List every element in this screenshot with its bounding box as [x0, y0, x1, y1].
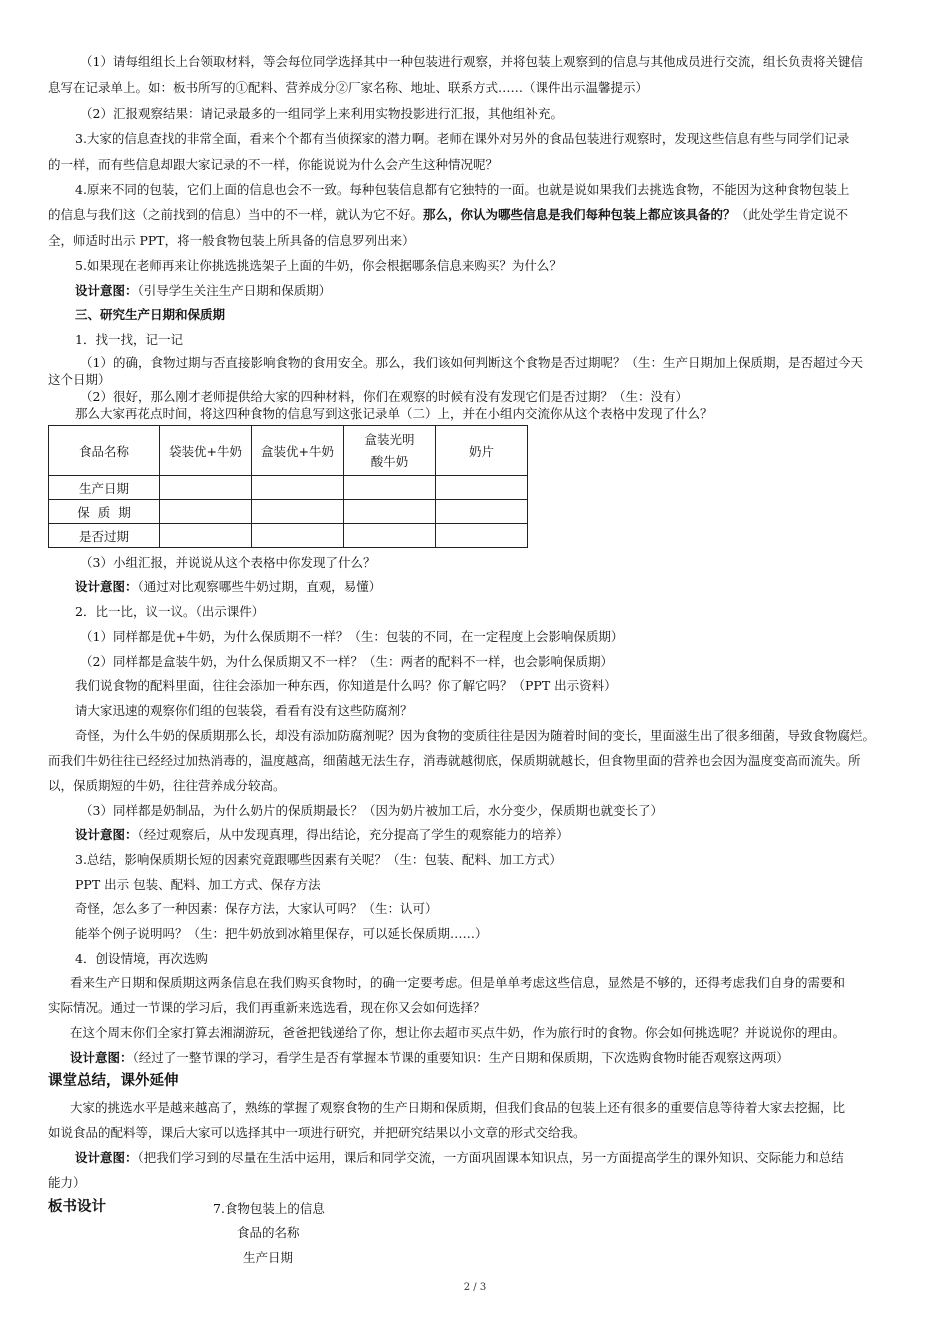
text-line: 能力） [48, 1175, 86, 1190]
table-header-cell: 食品名称 [49, 426, 160, 476]
text-line: 奇怪，怎么多了一种因素：保存方法，大家认可吗？（生：认可） [75, 901, 438, 916]
page-number: 2 / 3 [463, 1282, 487, 1293]
text-line: 全，师适时出示 PPT，将一般食物包装上所具备的信息罗列出来） [48, 233, 415, 248]
table-header-cell: 奶片 [436, 426, 528, 476]
text-line: 我们说食物的配料里面，往往会添加一种东西，你知道是什么吗？你了解它吗？（PPT 出示资料） [75, 678, 617, 693]
text-line: 1．找一找，记一记 [75, 332, 183, 347]
text-line: 奇怪，为什么牛奶的保质期那么长，却没有添加防腐剂呢？因为食物的变质往往是因为随着时间的变长，里面滋生出了很多细菌，导致食物腐烂。 [75, 728, 876, 743]
text-line: 4．创设情境，再次选购 [75, 951, 208, 966]
text-line: （1）请每组组长上台领取材料，等会每位同学选择其中一种包装进行观察，并将包装上观察到的信息与其他成员进行交流，组长负责将关键信 [80, 54, 863, 69]
text-line: 的一样，而有些信息却跟大家记录的不一样，你能说说为什么会产生这种情况呢？ [48, 157, 499, 172]
table-cell[interactable] [160, 524, 252, 548]
design-intent-line: 设计意图：（把我们学习到的尽量在生活中运用，课后和同学交流，一方面巩固课本知识点，另一方面提高学生的课外知识、交际能力和总结 [75, 1150, 844, 1165]
text-line: 5.如果现在老师再来让你挑选挑选架子上面的牛奶，你会根据哪条信息来购买？为什么？ [75, 258, 562, 273]
record-table [48, 425, 528, 548]
design-intent-line: 设计意图：（经过了一整节课的学习，看学生是否有掌握本节课的重要知识：生产日期和保质期，下次选购食物时能否观察这两项） [70, 1050, 789, 1065]
table-row [49, 524, 528, 548]
table-row-label: 生产日期 [49, 476, 160, 500]
text-line: （2）很好，那么刚才老师提供给大家的四种材料，你们在观察的时候有没有发现它们是否过期？（生：没有） [80, 389, 688, 404]
table-cell[interactable] [436, 524, 528, 548]
text-line: 实际情况。通过一节课的学习后，我们再重新来选选看，现在你又会如何选择？ [48, 1000, 486, 1015]
table-header-cell: 袋装优+牛奶 [160, 426, 252, 476]
text-line: 4.原来不同的包装，它们上面的信息也会不一致。每种包装信息都有它独特的一面。也就是说如果我们去挑选食物，不能因为这种食物包装上 [75, 182, 850, 197]
table-header-cell: 盒装优+牛奶 [252, 426, 344, 476]
section-heading: 课堂总结，课外延伸 [48, 1073, 179, 1089]
text-line: （1）同样都是优+牛奶，为什么保质期不一样？（生：包装的不同，在一定程度上会影响保质期） [80, 629, 624, 644]
board-item: 食品的名称 [237, 1225, 300, 1240]
text-line: （3）同样都是奶制品，为什么奶片的保质期最长？（因为奶片被加工后，水分变少，保质期也就变长了） [80, 803, 663, 818]
table-row-label: 保 质 期 [49, 500, 160, 524]
table-row-label: 是否过期 [49, 524, 160, 548]
text-line: （3）小组汇报，并说说从这个表格中你发现了什么？ [80, 555, 376, 570]
table-cell[interactable] [436, 500, 528, 524]
table-cell[interactable] [160, 476, 252, 500]
table-cell[interactable] [436, 476, 528, 500]
text-line: 这个日期） [48, 372, 111, 387]
text-line: 那么大家再花点时间，将这四种食物的信息写到这张记录单（二）上，并在小组内交流你从这个表格中发现了什么？ [75, 406, 713, 421]
text-line: 大家的挑选水平是越来越高了，熟练的掌握了观察食物的生产日期和保质期，但我们食品的包装上还有很多的重要信息等待着大家去挖掘，比 [70, 1100, 846, 1115]
board-item: 生产日期 [243, 1250, 294, 1265]
design-intent-line: 设计意图：（经过观察后，从中发现真理，得出结论，充分提高了学生的观察能力的培养） [75, 827, 569, 842]
table-cell[interactable] [252, 476, 344, 500]
text-line: 的信息与我们这（之前找到的信息）当中的不一样，就认为它不好。那么，你认为哪些信息是我们每种包装上都应该具备的？（此处学生肯定说不 [48, 207, 849, 222]
table-header-row [49, 426, 528, 476]
text-line: 2．比一比，议一议。（出示课件） [75, 604, 265, 619]
text-line: 3.大家的信息查找的非常全面，看来个个都有当侦探家的潜力啊。老师在课外对另外的食品包装进行观察时，发现这些信息有些与同学们记录 [75, 131, 850, 146]
text-line: 在这个周末你们全家打算去湘湖游玩，爸爸把钱递给了你，想让你去超市买点牛奶，作为旅行时的食物。你会如何挑选呢？并说说你的理由。 [70, 1025, 846, 1040]
table-cell[interactable] [160, 500, 252, 524]
table-cell[interactable] [252, 524, 344, 548]
text-line: 能举个例子说明吗？（生：把牛奶放到冰箱里保存，可以延长保质期……） [75, 926, 488, 941]
text-line: 3.总结，影响保质期长短的因素究竟跟哪些因素有关呢？（生：包装、配料、加工方式） [75, 852, 562, 867]
table-row [49, 500, 528, 524]
text-line: （2）同样都是盒装牛奶，为什么保质期又不一样？（生：两者的配料不一样，也会影响保质期） [80, 654, 613, 669]
text-line: 而我们牛奶往往已经经过加热消毒的，温度越高，细菌越无法生存，消毒就越彻底，保质期就越长，但食物里面的营养也会因为温度变高而流失。所 [48, 753, 861, 768]
text-line: 请大家迅速的观察你们组的包装袋，看看有没有这些防腐剂？ [75, 703, 413, 718]
table-cell[interactable] [252, 500, 344, 524]
text-line: （2）汇报观察结果：请记录最多的一组同学上来利用实物投影进行汇报，其他组补充。 [80, 106, 563, 121]
text-line: PPT 出示 包装、配料、加工方式、保存方法 [75, 877, 321, 892]
section-heading: 板书设计 [48, 1199, 106, 1215]
table-row [49, 476, 528, 500]
table-header-cell: 盒装光明 酸牛奶 [344, 426, 436, 476]
table-cell[interactable] [344, 476, 436, 500]
table-cell[interactable] [344, 500, 436, 524]
text-line: 以，保质期短的牛奶，往往营养成分较高。 [48, 778, 286, 793]
design-intent-line: 设计意图：（通过对比观察哪些牛奶过期，直观，易懂） [75, 579, 382, 594]
text-line: 看来生产日期和保质期这两条信息在我们购买食物时，的确一定要考虑。但是单单考虑这些信息，显然是不够的，还得考虑我们自身的需要和 [70, 975, 846, 990]
board-title: 7.食物包装上的信息 [213, 1201, 325, 1216]
text-line: （1）的确，食物过期与否直接影响食物的食用安全。那么，我们该如何判断这个食物是否过期呢？（生：生产日期加上保质期，是否超过今天 [80, 355, 863, 370]
design-intent-line: 设计意图：（引导学生关注生产日期和保质期） [75, 283, 332, 298]
text-line: 如说食品的配料等，课后大家可以选择其中一项进行研究，并把研究结果以小文章的形式交给我。 [48, 1125, 586, 1140]
section-heading: 三、研究生产日期和保质期 [75, 307, 226, 322]
text-line: 息写在记录单上。如：板书所写的①配料、营养成分②厂家名称、地址、联系方式……（课件出示温馨提示） [48, 80, 649, 95]
table-cell[interactable] [344, 524, 436, 548]
